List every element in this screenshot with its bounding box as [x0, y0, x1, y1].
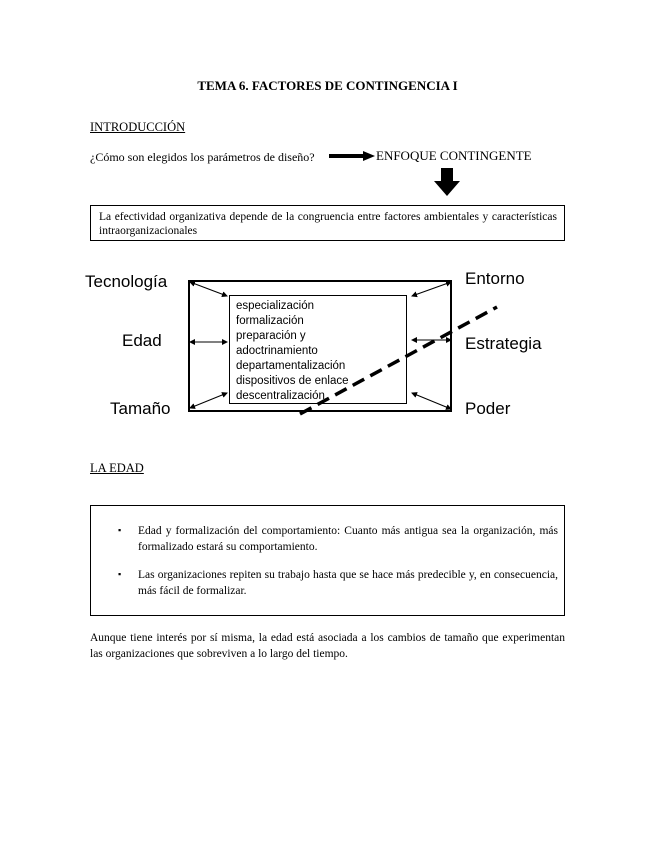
entorno-arrow [412, 282, 451, 296]
parameter-item: formalización [236, 315, 304, 327]
intro-heading: INTRODUCCIÓN [90, 120, 186, 134]
tamano-arrow [190, 393, 227, 408]
bullet-square-icon: ▪ [118, 569, 122, 579]
parameter-item: departamentalización [236, 360, 346, 372]
edad-box [90, 505, 565, 616]
factor-entorno: Entorno [465, 269, 525, 288]
factor-estrategia: Estrategia [465, 334, 542, 353]
effectiveness-text: La efectividad organizativa depende de la congruencia entre factores ambientales y características intraorganizacionales [99, 211, 557, 237]
edad-paragraph: Aunque tiene interés por sí misma, la edad está asociada a los cambios de tamaño que experimentan las organizaciones que sobreviven a lo largo del tiempo. [90, 632, 565, 660]
factor-poder: Poder [465, 399, 511, 418]
factor-tecnologia: Tecnología [85, 272, 168, 291]
bullet-item: Edad y formalización del comportamiento: Cuanto más antigua sea la organización, más formalizado estará su comportamiento. [138, 525, 558, 553]
factor-tamano: Tamaño [110, 399, 171, 418]
parameter-item: dispositivos de enlace [236, 375, 349, 387]
poder-arrow [412, 393, 451, 409]
edad-heading: LA EDAD [90, 461, 144, 475]
contingency-approach-label: ENFOQUE CONTINGENTE [376, 148, 532, 163]
bullet-item: Las organizaciones repiten su trabajo hasta que se hace más predecible y, en consecuencia, más fácil de formalizar. [138, 569, 558, 597]
factor-edad: Edad [122, 331, 162, 350]
parameter-item: adoctrinamiento [236, 345, 318, 357]
parameter-item: descentralización [236, 390, 325, 402]
congruence-dashed-line [300, 307, 497, 414]
parameter-item: especialización [236, 300, 314, 312]
design-question: ¿Cómo son elegidos los parámetros de diseño? [90, 150, 315, 164]
bullet-square-icon: ▪ [118, 525, 122, 535]
parameter-item: preparación y [236, 330, 306, 342]
tecnologia-arrow [190, 282, 227, 296]
page-title: TEMA 6. FACTORES DE CONTINGENCIA I [197, 78, 458, 93]
